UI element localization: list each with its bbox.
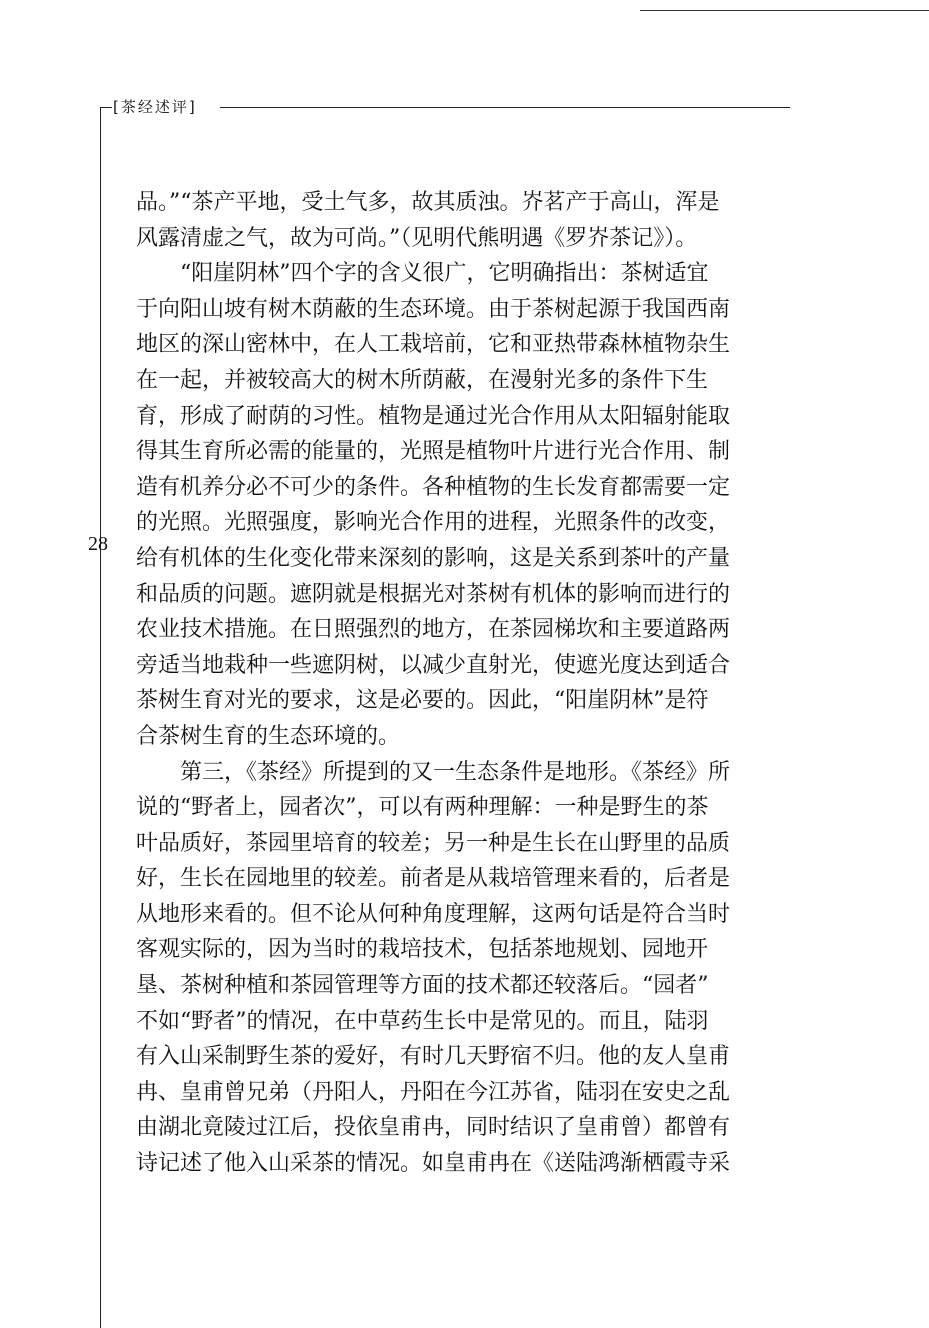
text-line: 和品质的问题。遮阴就是根据光对茶树有机体的影响而进行的 [136,581,731,607]
text-line: 合茶树生育的生态环境的。 [136,723,401,749]
text-line: 得其生育所必需的能量的，光照是植物叶片进行光合作用、制 [136,439,731,465]
text-line: 育，形成了耐荫的习性。植物是通过光合作用从太阳辐射能取 [136,403,731,429]
text-line: 客观实际的，因为当时的栽培技术，包括茶地规划、园地开 [136,937,709,963]
header-title: [茶经述评] [113,98,197,116]
text-line: 叶品质好，茶园里培育的较差；另一种是生长在山野里的品质 [136,830,731,856]
page-margin-rule [100,108,101,1328]
text-line: 垦、茶树种植和茶园管理等方面的技术都还较落后。“园者” [136,973,709,999]
text-line: 的光照。光照强度，影响光合作用的进程，光照条件的改变， [136,510,731,536]
text-line: 不如“野者”的情况，在中草药生长中是常见的。而且，陆羽 [136,1008,709,1034]
text-line: 有入山采制野生茶的爱好，有时几天野宿不归。他的友人皇甫 [136,1044,731,1070]
text-line: “阳崖阴林”四个字的含义很广，它明确指出：茶树适宜 [180,261,709,287]
text-line: 地区的深山密林中，在人工栽培前，它和亚热带森林植物杂生 [136,332,731,358]
text-line: 风露清虚之气，故为可尚。”（见明代熊明遇《罗岕茶记》）。 [136,225,698,251]
text-line: 第三，《茶经》所提到的又一生态条件是地形。《茶经》所 [180,759,731,785]
text-line: 品。”“茶产平地，受土气多，故其质浊。岕茗产于高山，浑是 [136,190,720,215]
text-line: 于向阳山坡有树木荫蔽的生态环境。由于茶树起源于我国西南 [136,296,731,322]
page-number: 28 [88,533,108,555]
top-edge-rule [640,10,929,11]
text-line: 从地形来看的。但不论从何种角度理解，这两句话是符合当时 [136,901,731,927]
text-line: 农业技术措施。在日照强烈的地方，在茶园梯坎和主要道路两 [136,617,731,643]
text-line: 说的“野者上，园者次”，可以有两种理解：一种是野生的茶 [136,795,709,821]
text-line: 在一起，并被较高大的树木所荫蔽，在漫射光多的条件下生 [136,367,709,393]
header-rule-right [220,107,790,108]
text-line: 冉、皇甫曾兄弟（丹阳人，丹阳在今江苏省，陆羽在安史之乱 [136,1079,731,1105]
text-line: 给有机体的生化变化带来深刻的影响，这是关系到茶叶的产量 [136,545,731,571]
running-header [100,96,790,120]
text-line: 由湖北竟陵过江后，投依皇甫冉，同时结识了皇甫曾）都曾有 [136,1115,731,1141]
body-text [136,185,796,1182]
text-line: 茶树生育对光的要求，这是必要的。因此，“阳崖阴林”是符 [136,688,709,714]
text-line: 旁适当地栽种一些遮阴树，以减少直射光，使遮光度达到适合 [136,652,731,678]
text-line: 造有机养分必不可少的条件。各种植物的生长发育都需要一定 [136,474,731,500]
header-rule-left [100,107,112,108]
text-line: 诗记述了他入山采茶的情况。如皇甫冉在《送陆鸿渐栖霞寺采 [136,1151,731,1177]
text-line: 好，生长在园地里的较差。前者是从栽培管理来看的，后者是 [136,866,731,892]
